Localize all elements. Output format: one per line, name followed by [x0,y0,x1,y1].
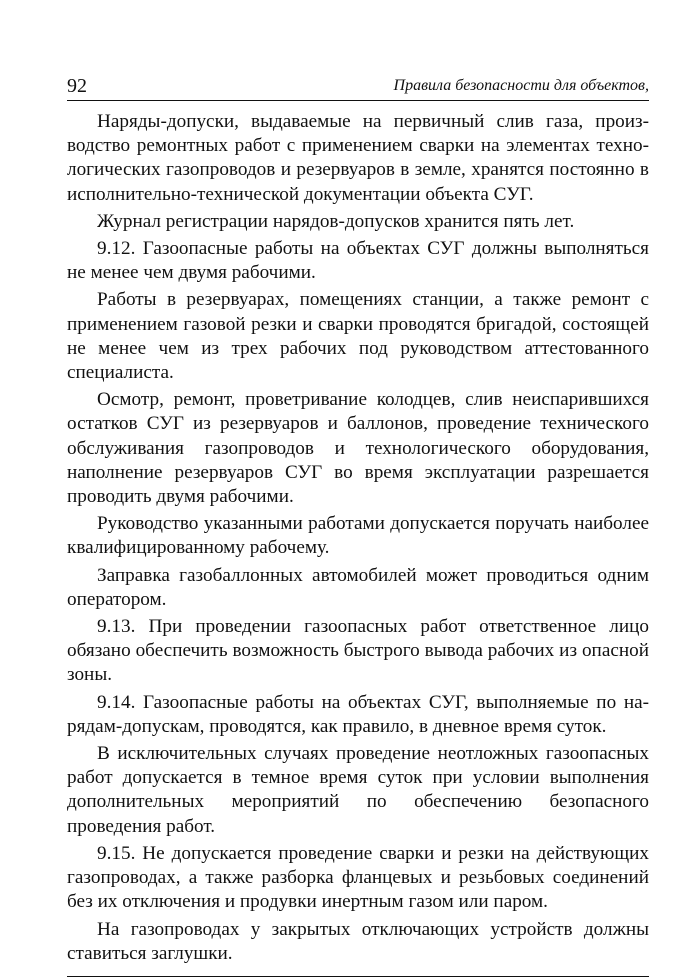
paragraph: На газопроводах у закрытых отключающих устройств должны ставиться заглушки. [67,918,649,964]
paragraph: Работы в резервуарах, помещениях станции, а также ремонт с применением газовой резки и сварки проводятся бригадой, состоящей не менее чем из трех рабочих под руководством аттестованного специалиста. [67,289,649,384]
page-header [67,74,649,102]
paragraph: Журнал регистрации нарядов-допусков хранится пять лет. [97,210,575,232]
body-text [67,110,649,966]
header-rule [67,100,649,101]
paragraph: Заправка газобаллонных автомобилей может проводиться одним оператором. [67,564,649,610]
paragraph: Осмотр, ремонт, проветривание колодцев, слив неиспарившихся остатков СУГ из резервуаров и баллонов, проведение технического обслуживания газопроводов и технологического оборудования, наполнение резервуаров СУГ во время эксплуатации разрешается проводить двумя рабочими. [67,389,649,508]
paragraph: Наряды-допуски, выдаваемые на первичный слив газа, производство ремонтных работ с применением сварки на элементах технологических газопроводов и резервуаров в земле, хранятся постоянно в исполнительно-технической документации объекта СУГ. [67,111,649,205]
paragraph: 9.15. Не допускается проведение сварки и резки на действующих газопроводах, а также разборка фланцевых и резьбовых соединений без их отключения и продувки инертным газом или паром. [67,842,649,913]
page-number: 92 [67,75,87,97]
paragraph: 9.13. При проведении газоопасных работ ответственное лицо обязано обеспечить возможность быстрого вывода рабочих из опасной зоны. [67,616,649,686]
paragraph: 9.12. Газоопасные работы на объектах СУГ должны выполняться не менее чем двумя рабочими. [67,238,649,284]
paragraph: В исключительных случаях проведение неотложных газоопасных работ допускается в темное время суток при условии выполнения дополнительных мероприятий по обеспечению безопасного проведения работ. [67,743,649,837]
document-page [67,74,649,977]
running-title: Правила безопасности для объектов, [393,77,649,94]
paragraph: 9.14. Газоопасные работы на объектах СУГ, выполняемые по нарядам-допускам, проводятся, как правило, в дневное время суток. [67,691,649,737]
paragraph: Руководство указанными работами допускается поручать наиболее квалифицированному рабочему. [67,513,649,559]
